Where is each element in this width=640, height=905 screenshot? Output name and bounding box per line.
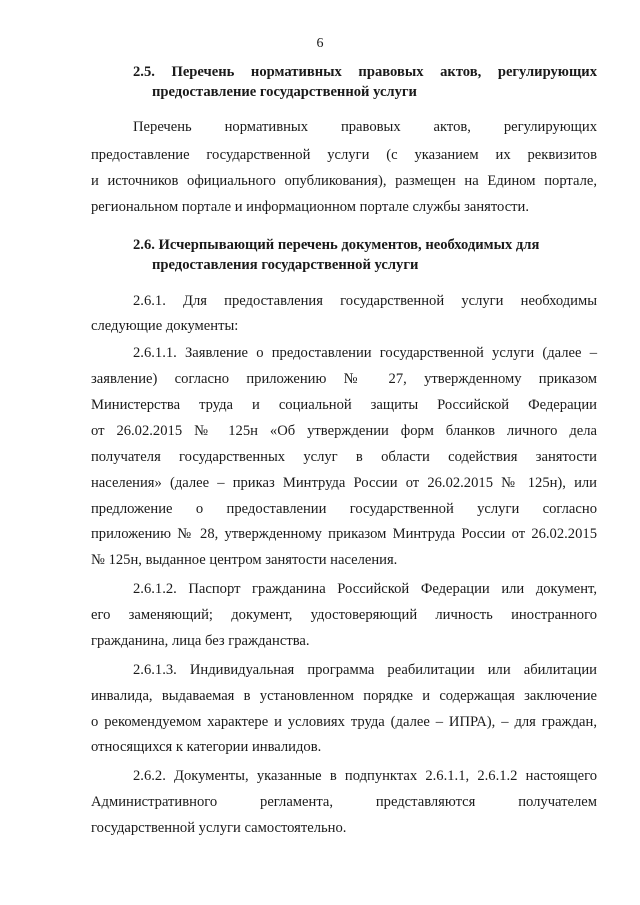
paragraph-2-6-1-3-line-2: инвалида, выдаваемая в установленном порядке и содержащая заключение — [91, 688, 597, 704]
paragraph-2-6-1-line-1: 2.6.1. Для предоставления государственной услуги необходимы — [133, 293, 597, 309]
section-2-6-heading-line-2: предоставления государственной услуги — [152, 257, 419, 273]
paragraph-2-6-1-3-line-4: относящихся к категории инвалидов. — [91, 739, 322, 755]
paragraph-2-6-1-1-line-4: от 26.02.2015 № 125н «Об утверждении форм бланков личного дела — [91, 423, 597, 439]
section-2-6-heading-line-1: 2.6. Исчерпывающий перечень документов, необходимых для — [133, 237, 540, 253]
paragraph-2-6-1-3-line-3: о рекомендуемом характере и условиях труда (далее – ИПРА), – для граждан, — [91, 714, 597, 730]
paragraph-2-6-1-1-line-3: Министерства труда и социальной защиты Российской Федерации — [91, 397, 597, 413]
section-2-5-body-line-4: региональном портале и информационном портале службы занятости. — [91, 199, 530, 215]
paragraph-2-6-1-1-line-1: 2.6.1.1. Заявление о предоставлении государственной услуги (далее – — [133, 345, 597, 361]
section-2-5-body-line-2: предоставление государственной услуги (с указанием их реквизитов — [91, 147, 597, 163]
paragraph-2-6-1-2-line-1: 2.6.1.2. Паспорт гражданина Российской Федерации или документ, — [133, 581, 597, 597]
paragraph-2-6-1-1-line-8: приложению № 28, утвержденному приказом Минтруда России от 26.02.2015 — [91, 526, 597, 542]
paragraph-2-6-1-line-2: следующие документы: — [91, 318, 239, 334]
paragraph-2-6-2-line-2: Административного регламента, представляются получателем — [91, 794, 597, 810]
section-2-5-heading-line-2: предоставление государственной услуги — [152, 84, 417, 100]
paragraph-2-6-1-1-line-5: получателя государственных услуг в области содействия занятости — [91, 449, 597, 465]
section-2-5-body-line-3: и источников официального опубликования), размещен на Едином портале, — [91, 173, 597, 189]
paragraph-2-6-1-1-line-9: № 125н, выданное центром занятости населения. — [91, 552, 398, 568]
section-2-5-heading-line-1: 2.5. Перечень нормативных правовых актов, регулирующих — [133, 64, 597, 80]
paragraph-2-6-1-1-line-2: заявление) согласно приложению № 27, утвержденному приказом — [91, 371, 597, 387]
paragraph-2-6-1-2-line-3: гражданина, лица без гражданства. — [91, 633, 310, 649]
paragraph-2-6-1-3-line-1: 2.6.1.3. Индивидуальная программа реабилитации или абилитации — [133, 662, 597, 678]
paragraph-2-6-1-2-line-2: его заменяющий; документ, удостоверяющий личность иностранного — [91, 607, 597, 623]
paragraph-2-6-1-1-line-7: предложение о предоставлении государственной услуги согласно — [91, 501, 597, 517]
paragraph-2-6-2-line-3: государственной услуги самостоятельно. — [91, 820, 347, 836]
section-2-5-body-line-1: Перечень нормативных правовых актов, регулирующих — [133, 119, 597, 135]
paragraph-2-6-2-line-1: 2.6.2. Документы, указанные в подпунктах 2.6.1.1, 2.6.1.2 настоящего — [133, 768, 597, 784]
paragraph-2-6-1-1-line-6: населения» (далее – приказ Минтруда России от 26.02.2015 № 125н), или — [91, 475, 597, 491]
page-number: 6 — [316, 36, 324, 51]
